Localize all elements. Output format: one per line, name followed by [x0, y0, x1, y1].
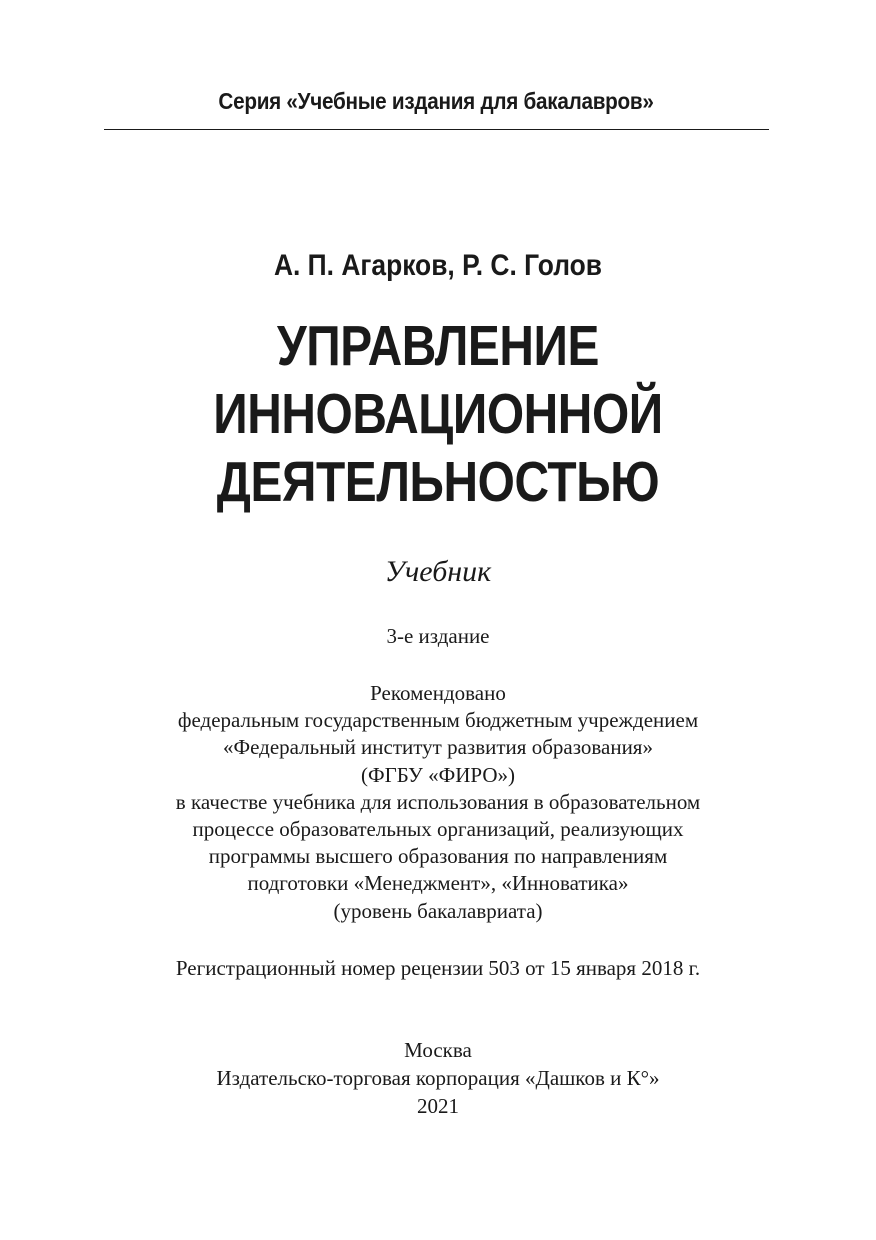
recommendation-line: (уровень бакалавриата)	[333, 898, 543, 923]
imprint-year: 2021	[417, 1094, 459, 1118]
title-line: ДЕЯТЕЛЬНОСТЬЮ	[216, 450, 660, 514]
recommendation-line: Рекомендовано	[370, 681, 506, 705]
recommendation-block	[0, 680, 876, 925]
book-title	[0, 312, 876, 516]
imprint-city: Москва	[404, 1038, 472, 1062]
book-type: Учебник	[384, 555, 492, 588]
title-line: УПРАВЛЕНИЕ	[276, 314, 600, 378]
title-line: ИННОВАЦИОННОЙ	[213, 382, 663, 446]
review-registration: Регистрационный номер рецензии 503 от 15 января 2018 г.	[175, 956, 701, 980]
recommendation-line: федеральным государственным бюджетным учреждением	[177, 708, 699, 733]
imprint	[0, 1036, 876, 1120]
recommendation-line: программы высшего образования по направлениям	[208, 844, 668, 869]
recommendation-line: процессе образовательных организаций, реализующих	[192, 817, 684, 842]
recommendation-line: (ФГБУ «ФИРО»)	[360, 762, 515, 787]
edition: 3-е издание	[386, 624, 490, 648]
series-divider	[104, 129, 769, 130]
authors: А. П. Агарков, Р. С. Голов	[273, 249, 603, 282]
recommendation-line: в качестве учебника для использования в образовательном	[175, 789, 701, 814]
recommendation-line: «Федеральный институт развития образования»	[223, 735, 653, 760]
series-title: Серия «Учебные издания для бакалавров»	[218, 88, 654, 114]
imprint-publisher: Издательско-торговая корпорация «Дашков и К°»	[216, 1066, 660, 1090]
recommendation-line: подготовки «Менеджмент», «Инноватика»	[247, 871, 629, 896]
